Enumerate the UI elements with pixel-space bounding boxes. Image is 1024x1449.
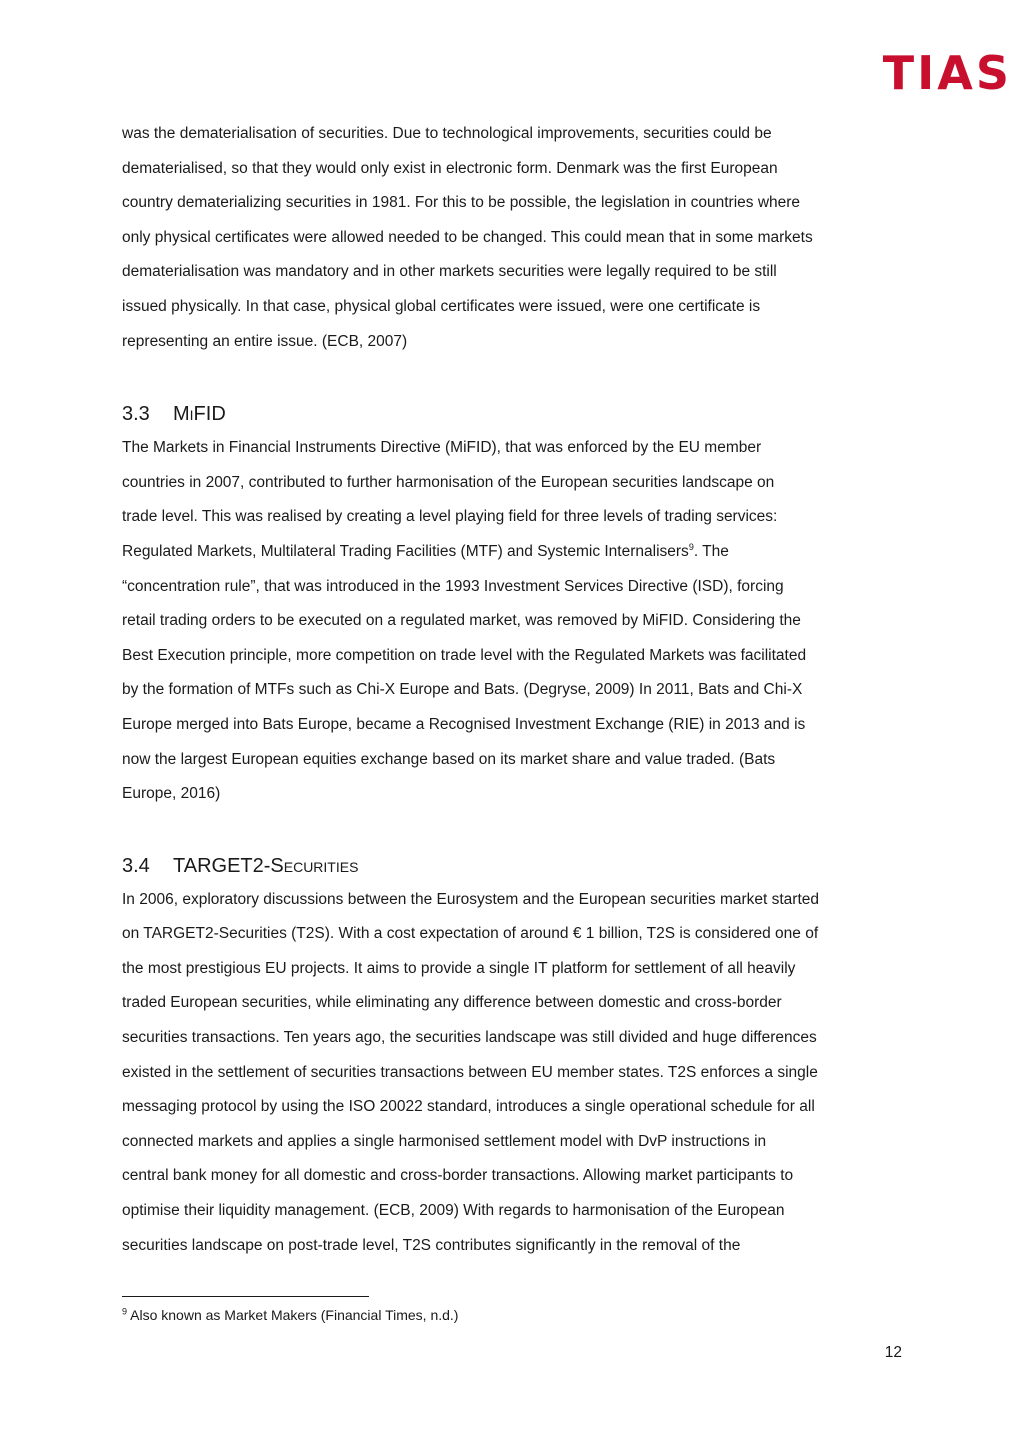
text-line: only physical certificates were allowed needed to be changed. This could mean that in some markets: [122, 228, 813, 246]
tias-logo: TIAS: [882, 46, 1012, 100]
page-body: [122, 117, 912, 1263]
footnote-marker: 9: [122, 1306, 128, 1317]
text-line: retail trading orders to be executed on a regulated market, was removed by MiFID. Considering the: [122, 612, 801, 630]
text-line: In 2006, exploratory discussions between the Eurosystem and the European securities market started: [122, 890, 820, 908]
text-line: the most prestigious EU projects. It aims to provide a single IT platform for settlement of all heavily: [122, 959, 796, 977]
text-line: on TARGET2-Securities (T2S). With a cost expectation of around € 1 billion, T2S is considered one of: [122, 925, 819, 943]
text-line: representing an entire issue. (ECB, 2007): [122, 332, 408, 350]
section-heading-mifid: [122, 397, 912, 431]
text-line: optimise their liquidity management. (ECB, 2009) With regards to harmonisation of the European: [122, 1202, 785, 1220]
text-line: messaging protocol by using the ISO 20022 standard, introduces a single operational schedule for all: [122, 1098, 815, 1116]
text-line: [122, 535, 912, 570]
text-fragment: Regulated Markets, Multilateral Trading Facilities (MTF) and Systemic Internalisers: [122, 542, 689, 560]
text-line: dematerialised, so that they would only exist in electronic form. Denmark was the first European: [122, 159, 778, 177]
text-fragment: . The: [693, 542, 729, 560]
text-line: securities transactions. Ten years ago, the securities landscape was still divided and huge differences: [122, 1029, 817, 1047]
text-line: connected markets and applies a single harmonised settlement model with DvP instructions in: [122, 1132, 767, 1150]
text-line: was the dematerialisation of securities. Due to technological improvements, securities could be: [122, 125, 772, 142]
text-line: Best Execution principle, more competition on trade level with the Regulated Markets was facilitated: [122, 646, 807, 664]
text-line: “concentration rule”, that was introduced in the 1993 Investment Services Directive (ISD), forcing: [122, 577, 784, 595]
text-line: dematerialisation was mandatory and in other markets securities were legally required to be still: [122, 263, 777, 281]
section-title: TARGET2-Securities: [173, 854, 359, 877]
text-line: traded European securities, while eliminating any difference between domestic and cross-border: [122, 994, 782, 1012]
page-number: 12: [884, 1344, 902, 1361]
section-number: 3.3: [122, 403, 150, 426]
text-line: now the largest European equities exchange based on its market share and value traded. (Bats: [122, 750, 776, 768]
footnote: [122, 1305, 458, 1325]
text-line: central bank money for all domestic and cross-border transactions. Allowing market participants to: [122, 1167, 794, 1185]
text-line: Europe merged into Bats Europe, became a Recognised Investment Exchange (RIE) in 2013 and is: [122, 715, 806, 733]
text-line: issued physically. In that case, physical global certificates were issued, were one certificate is: [122, 297, 761, 315]
footnote-text: Also known as Market Makers (Financial Times, n.d.): [127, 1307, 459, 1323]
text-line: existed in the settlement of securities transactions between EU member states. T2S enforces a single: [122, 1063, 818, 1081]
text-line: country dematerializing securities in 1981. For this to be possible, the legislation in countries where: [122, 194, 801, 212]
footnote-reference: 9: [688, 541, 694, 552]
paragraph-t2s: [122, 883, 912, 1264]
text-line: countries in 2007, contributed to further harmonisation of the European securities landscape on: [122, 473, 775, 491]
paragraph-dematerialisation: [122, 117, 912, 359]
text-line: Europe, 2016): [122, 785, 221, 803]
text-line: by the formation of MTFs such as Chi-X Europe and Bats. (Degryse, 2009) In 2011, Bats and Chi-X: [122, 681, 803, 699]
section-title: MiFID: [173, 403, 226, 426]
section-heading-t2s: [122, 849, 912, 883]
text-line: The Markets in Financial Instruments Directive (MiFID), that was enforced by the EU member: [122, 439, 762, 457]
text-line: securities landscape on post-trade level, T2S contributes significantly in the removal of the: [122, 1236, 741, 1254]
footnote-divider: [122, 1296, 369, 1297]
section-number: 3.4: [122, 854, 150, 877]
text-line: trade level. This was realised by creating a level playing field for three levels of trading services:: [122, 508, 778, 526]
paragraph-mifid: [122, 431, 912, 812]
